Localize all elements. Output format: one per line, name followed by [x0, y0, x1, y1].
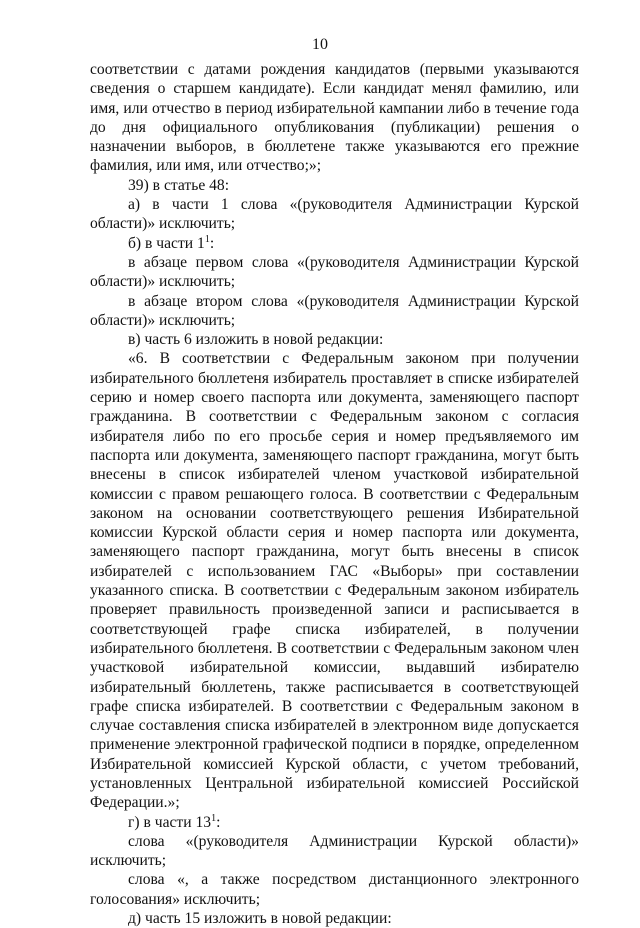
- word: области)»: [513, 832, 579, 850]
- paragraph-words-line: [90, 832, 579, 851]
- item-b-colon: :: [209, 234, 215, 252]
- paragraph-item-v: в) часть 6 изложить в новой редакции:: [128, 331, 384, 349]
- paragraph-item-d: д) часть 15 изложить в новой редакции:: [128, 910, 392, 928]
- item-g-text: г) в части 13: [128, 813, 212, 831]
- paragraph-item-a: а) в части 1 слова «(руководителя Администрации Курской области)» исключить;: [90, 196, 579, 233]
- item-g-superscript: 1: [211, 812, 217, 824]
- word: Администрации: [309, 832, 418, 850]
- item-b-text: б) в части 1: [128, 234, 205, 252]
- paragraph-item-b: [90, 234, 579, 253]
- document-body: [90, 60, 579, 928]
- paragraph-candidates-order: соответствии с датами рождения кандидатов (первыми указываются сведения о старшем кандидате). Если кандидат менял фамилию, или имя, или отчество в период избирательной кампании либо в течение года до дня официального опубликования (публикации) решения о назначении выборов, в бюллетене также указываются его прежние фамилия, или имя, или отчество;»;: [90, 61, 579, 175]
- word: «(руководителя: [185, 832, 289, 850]
- word: слова: [128, 832, 165, 850]
- paragraph-item-39: 39) в статье 48:: [128, 176, 230, 194]
- paragraph-second-abzac: в абзаце втором слова «(руководителя Администрации Курской области)» исключить;: [90, 292, 579, 329]
- page-number: 10: [312, 36, 328, 53]
- word: Курской: [438, 832, 493, 850]
- item-g-colon: :: [216, 813, 221, 831]
- paragraph-remote-voting: слова «, а также посредством дистанционного электронного голосования» исключить;: [90, 871, 579, 908]
- item-b-superscript: 1: [204, 233, 210, 245]
- paragraph-words-line-end: исключить;: [90, 852, 167, 870]
- paragraph-item-g: [90, 813, 579, 832]
- paragraph-first-abzac: в абзаце первом слова «(руководителя Администрации Курской области)» исключить;: [90, 253, 579, 291]
- paragraph-part-6-text: «6. В соответствии с Федеральным законом при получении избирательного бюллетеня избиратель проставляет в списке избирателей серию и номер своего паспорта или документа, заменяющего паспорт гражданина. В соответствии с Федеральным законом с согласия избирателя либо по его просьбе серия и номер предъявляемого им паспорта или документа, заменяющего паспорт гражданина, могут быть внесены в список избирателей членом участковой избирательной комиссии с правом решающего голоса. В соответствии с Федеральным законом на основании соответствующего решения Избирательной комиссии Курской области серия и номер паспорта или документа, заменяющего паспорт гражданина, могут быть внесены в список избирателей с использованием ГАС «Выборы» при составлении указанного списка. В соответствии с Федеральным законом избиратель проверяет правильность произведенной записи и расписывается в соответствующей графе списка избирателей, в получении избирательного бюллетеня. В соответствии с Федеральным законом член участковой избирательной комиссии, выдавший избирателю избирательный бюллетень, также расписывается в соответствующей графе списка избирателей. В соответствии с Федеральным законом в случае составления списка избирателей в электронном виде допускается применение электронной графической подписи в порядке, определенном Избирательной комиссией Курской области, с учетом требований, установленных Центральной избирательной комиссией Российской Федерации.»;: [90, 350, 579, 812]
